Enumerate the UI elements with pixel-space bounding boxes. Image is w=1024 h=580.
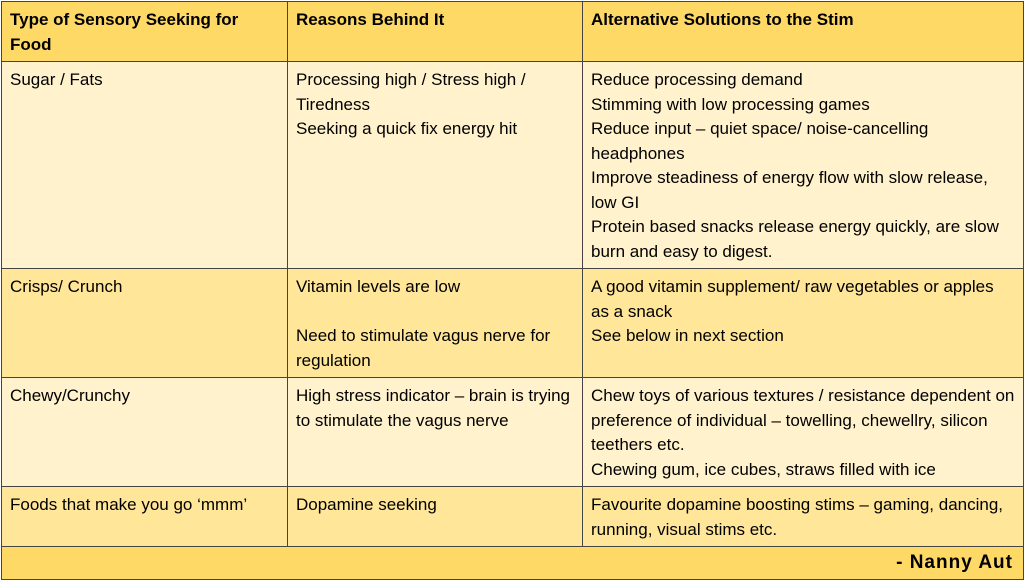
header-reasons: Reasons Behind It <box>288 2 583 62</box>
sensory-seeking-table <box>1 1 1024 580</box>
solutions-cell <box>583 487 1024 547</box>
header-solutions: Alternative Solutions to the Stim <box>583 2 1024 62</box>
reason-line: Vitamin levels are low <box>296 277 461 296</box>
reasons-cell <box>288 487 583 547</box>
reason-line: Need to stimulate vagus nerve for regulation <box>296 326 551 370</box>
reason-line: Dopamine seeking <box>296 495 437 514</box>
solution-line: See below in next section <box>591 326 784 345</box>
solutions-cell <box>583 378 1024 487</box>
type-cell: Crisps/ Crunch <box>2 269 288 378</box>
solution-line: Reduce processing demand <box>591 70 803 89</box>
type-cell: Foods that make you go ‘mmm’ <box>2 487 288 547</box>
solution-line: Improve steadiness of energy flow with slow release, low GI <box>591 168 988 212</box>
solutions-cell <box>583 269 1024 378</box>
reason-line: Processing high / Stress high / Tiredness <box>296 70 526 114</box>
solution-line: Chew toys of various textures / resistance dependent on preference of individual – towelling, chewellry, silicon teethers etc. <box>591 386 1015 454</box>
reasons-cell <box>288 378 583 487</box>
type-cell: Sugar / Fats <box>2 62 288 269</box>
blank-line <box>296 300 574 325</box>
footer-row <box>2 547 1024 580</box>
solutions-cell <box>583 62 1024 269</box>
table-row <box>2 62 1024 269</box>
solution-line: Chewing gum, ice cubes, straws filled with ice <box>591 459 936 479</box>
table-row <box>2 378 1024 487</box>
table-row <box>2 487 1024 547</box>
solution-line: Favourite dopamine boosting stims – gaming, dancing, running, visual stims etc. <box>591 495 1004 539</box>
author-signature: - Nanny Aut <box>2 547 1024 580</box>
solution-line: Reduce input – quiet space/ noise-cancelling headphones <box>591 119 929 163</box>
type-cell: Chewy/Crunchy <box>2 378 288 487</box>
header-type: Type of Sensory Seeking for Food <box>2 2 288 62</box>
reason-line: High stress indicator – brain is trying to stimulate the vagus nerve <box>296 386 571 430</box>
solution-line: Protein based snacks release energy quickly, are slow burn and easy to digest. <box>591 217 999 261</box>
reasons-cell <box>288 269 583 378</box>
reason-line: Seeking a quick fix energy hit <box>296 119 518 138</box>
solution-line: A good vitamin supplement/ raw vegetables or apples as a snack <box>591 277 994 321</box>
table-row <box>2 269 1024 378</box>
header-row <box>2 2 1024 62</box>
reasons-cell <box>288 62 583 269</box>
solution-line: Stimming with low processing games <box>591 94 870 114</box>
